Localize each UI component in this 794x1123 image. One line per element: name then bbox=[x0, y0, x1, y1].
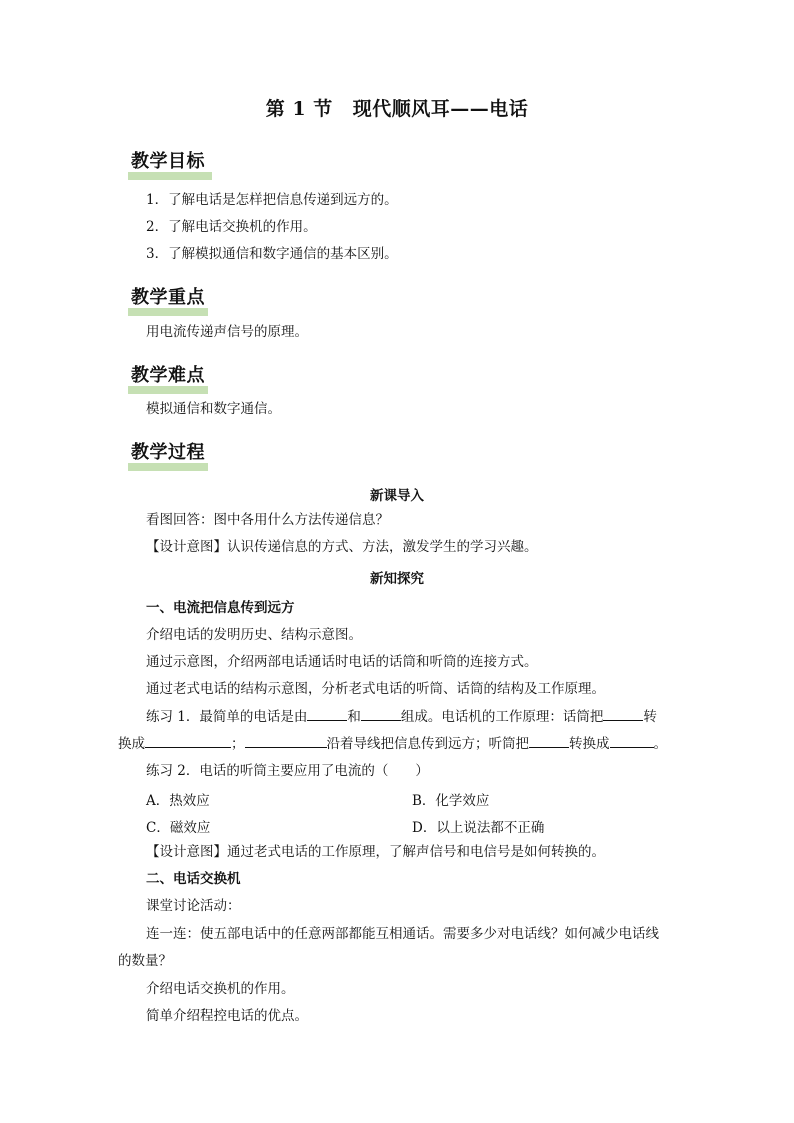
heading-highlight bbox=[128, 172, 212, 180]
paragraph: 简单介绍程控电话的优点。 bbox=[146, 1008, 308, 1024]
fill-blank[interactable] bbox=[307, 708, 347, 721]
page-title bbox=[0, 94, 794, 121]
subheading-intro: 新课导入 bbox=[370, 488, 424, 504]
intro-question: 看图回答：图中各用什么方法传递信息？ bbox=[146, 512, 389, 528]
exercise-2-stem: 练习 2．电话的听筒主要应用了电流的（ ） bbox=[146, 763, 429, 779]
subheading-explore: 新知探究 bbox=[370, 571, 424, 587]
intro-design-intent: 【设计意图】认识传递信息的方式、方法，激发学生的学习兴趣。 bbox=[146, 539, 538, 555]
goal-item: 3．了解模拟通信和数字通信的基本区别。 bbox=[146, 246, 398, 262]
exercise-text: 沿着导线把信息传到远方；听筒把 bbox=[326, 736, 529, 752]
exercise-1-line-2 bbox=[118, 735, 667, 753]
section-heading-text: 教学目标 bbox=[131, 151, 205, 172]
paragraph: 连一连：使五部电话中的任意两部都能互相通话。需要多少对电话线？如何减少电话线 bbox=[146, 926, 659, 942]
option-b[interactable]: B．化学效应 bbox=[412, 793, 490, 809]
exercise-text: 转换成 bbox=[569, 736, 610, 752]
exercise-text: ； bbox=[231, 736, 245, 752]
paragraph: 介绍电话交换机的作用。 bbox=[146, 981, 295, 997]
section-heading-text: 教学难点 bbox=[131, 365, 205, 386]
part2-heading: 二、电话交换机 bbox=[146, 871, 241, 887]
option-d[interactable]: D．以上说法都不正确 bbox=[412, 820, 545, 836]
exercise-text: 。 bbox=[653, 736, 667, 752]
fill-blank[interactable] bbox=[603, 708, 643, 721]
goal-item: 1．了解电话是怎样把信息传递到远方的。 bbox=[146, 192, 398, 208]
section-heading-key bbox=[128, 286, 205, 316]
difficult-point-text: 模拟通信和数字通信。 bbox=[146, 401, 281, 417]
part1-heading: 一、电流把信息传到远方 bbox=[146, 600, 295, 616]
key-point-text: 用电流传递声信号的原理。 bbox=[146, 324, 308, 340]
paragraph: 通过示意图，介绍两部电话通话时电话的话筒和听筒的连接方式。 bbox=[146, 654, 538, 670]
exercise-text: 转 bbox=[643, 709, 657, 725]
section-heading-process bbox=[128, 441, 205, 471]
exercise-text: 和 bbox=[347, 709, 361, 725]
fill-blank[interactable] bbox=[245, 735, 327, 748]
goal-item: 2．了解电话交换机的作用。 bbox=[146, 219, 317, 235]
option-a[interactable]: A．热效应 bbox=[146, 793, 210, 809]
fill-blank[interactable] bbox=[361, 708, 401, 721]
option-c[interactable]: C．磁效应 bbox=[146, 820, 211, 836]
title-main: 现代顺风耳——电话 bbox=[352, 98, 529, 120]
heading-highlight bbox=[128, 308, 208, 316]
fill-blank[interactable] bbox=[610, 735, 654, 748]
exercise-text: 练习 1．最简单的电话是由 bbox=[146, 709, 308, 725]
fill-blank[interactable] bbox=[529, 735, 569, 748]
section-heading-text: 教学重点 bbox=[131, 287, 205, 308]
section-heading-text: 教学过程 bbox=[131, 442, 205, 463]
section-heading-goals bbox=[128, 150, 205, 180]
heading-highlight bbox=[128, 386, 208, 394]
part1-design-intent: 【设计意图】通过老式电话的工作原理，了解声信号和电信号是如何转换的。 bbox=[146, 844, 605, 860]
exercise-text: 换成 bbox=[118, 736, 145, 752]
paragraph: 课堂讨论活动： bbox=[146, 898, 241, 914]
exercise-text: 组成。电话机的工作原理：话筒把 bbox=[400, 709, 604, 725]
paragraph-continuation: 的数量？ bbox=[118, 953, 172, 969]
fill-blank[interactable] bbox=[145, 735, 231, 748]
paragraph: 通过老式电话的结构示意图，分析老式电话的听筒、话筒的结构及工作原理。 bbox=[146, 681, 605, 697]
title-prefix: 第 1 节 bbox=[265, 98, 333, 120]
heading-highlight bbox=[128, 463, 208, 471]
exercise-1-line-1 bbox=[146, 708, 657, 726]
paragraph: 介绍电话的发明历史、结构示意图。 bbox=[146, 627, 362, 643]
section-heading-difficult bbox=[128, 364, 205, 394]
